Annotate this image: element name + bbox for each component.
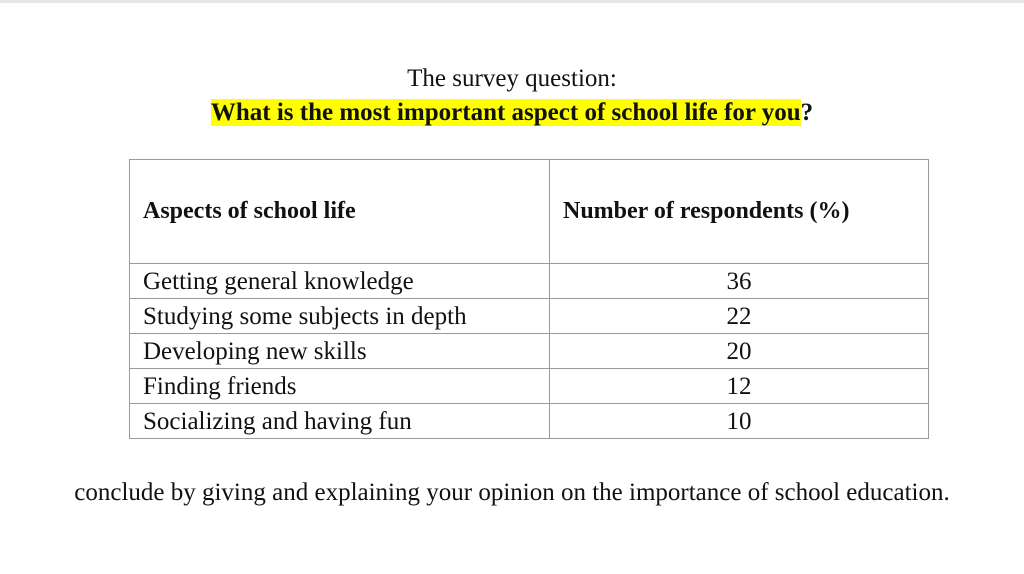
row-aspect: Finding friends: [130, 369, 550, 404]
conclusion-instruction: conclude by giving and explaining your opinion on the importance of school education.: [74, 479, 950, 506]
survey-label: The survey question:: [407, 65, 617, 92]
table-row: [130, 334, 929, 369]
header-aspects: Aspects of school life: [130, 160, 550, 264]
table-row: [130, 299, 929, 334]
row-value: 12: [550, 369, 929, 404]
row-value: 36: [550, 264, 929, 299]
row-aspect: Developing new skills: [130, 334, 550, 369]
header-respondents: Number of respondents (%): [550, 160, 929, 264]
row-value: 22: [550, 299, 929, 334]
table-row: [130, 404, 929, 439]
row-aspect: Studying some subjects in depth: [130, 299, 550, 334]
table-row: [130, 264, 929, 299]
survey-question-mark: ?: [800, 99, 814, 126]
table-header-row: [130, 160, 929, 264]
row-value: 20: [550, 334, 929, 369]
survey-results-table: [129, 159, 929, 439]
row-aspect: Getting general knowledge: [130, 264, 550, 299]
slide-top-rule: [0, 0, 1024, 3]
survey-question: [211, 96, 813, 130]
survey-heading: [0, 62, 1024, 133]
survey-question-highlighted: What is the most important aspect of school life for you: [210, 99, 801, 126]
table-row: [130, 369, 929, 404]
row-value: 10: [550, 404, 929, 439]
row-aspect: Socializing and having fun: [130, 404, 550, 439]
